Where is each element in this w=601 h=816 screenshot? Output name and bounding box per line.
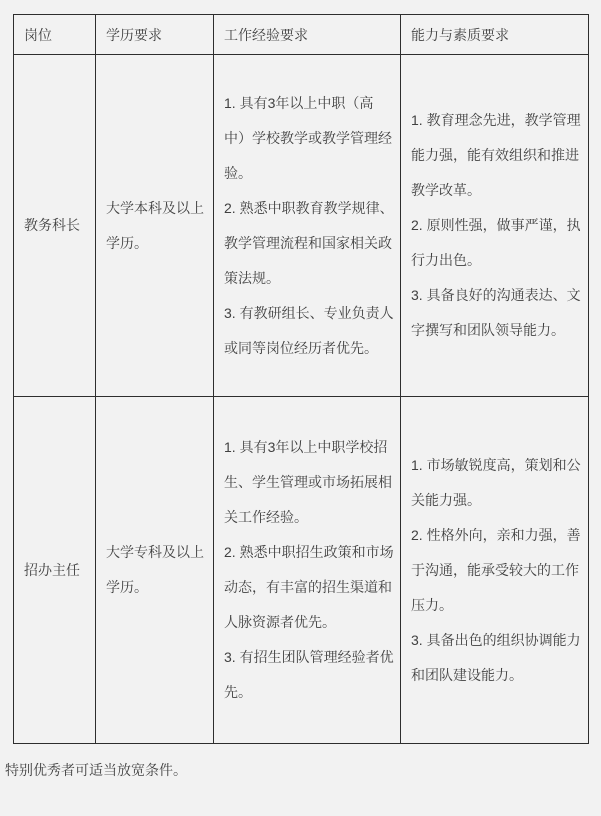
experience-item: 2. 熟悉中职教育教学规律、教学管理流程和国家相关政策法规。 <box>224 199 394 286</box>
footnote: 特别优秀者可适当放宽条件。 <box>5 762 187 778</box>
cell-education: 大学本科及以上学历。 <box>96 55 214 397</box>
cell-experience <box>214 397 401 744</box>
table-row-jiaowukezhang <box>14 55 589 397</box>
experience-item: 1. 具有3年以上中职学校招生、学生管理或市场拓展相关工作经验。 <box>224 439 392 525</box>
ability-item: 3. 具备良好的沟通表达、文字撰写和团队领导能力。 <box>411 287 581 338</box>
experience-item: 3. 有招生团队管理经验者优先。 <box>224 649 394 700</box>
cell-position: 招办主任 <box>14 397 96 744</box>
cell-education: 大学专科及以上学历。 <box>96 397 214 744</box>
col-header-ability: 能力与素质要求 <box>401 15 589 55</box>
experience-item: 3. 有教研组长、专业负责人或同等岗位经历者优先。 <box>224 304 394 356</box>
cell-experience <box>214 55 401 397</box>
col-header-experience: 工作经验要求 <box>214 15 401 55</box>
experience-item: 1. 具有3年以上中职（高中）学校教学或教学管理经验。 <box>224 94 392 181</box>
ability-item: 1. 教育理念先进，教学管理能力强，能有效组织和推进教学改革。 <box>411 112 581 198</box>
cell-position: 教务科长 <box>14 55 96 397</box>
job-requirements-table <box>13 14 589 744</box>
table-header-row <box>14 15 589 55</box>
ability-item: 1. 市场敏锐度高，策划和公关能力强。 <box>411 456 581 508</box>
col-header-education: 学历要求 <box>96 15 214 55</box>
page <box>0 14 601 816</box>
cell-ability <box>401 397 589 744</box>
col-header-position: 岗位 <box>14 15 96 55</box>
ability-item: 3. 具备出色的组织协调能力和团队建设能力。 <box>411 631 581 683</box>
experience-item: 2. 熟悉中职招生政策和市场动态，有丰富的招生渠道和人脉资源者优先。 <box>224 544 394 630</box>
table-row-zhaobanzhuren <box>14 397 589 744</box>
cell-ability <box>401 55 589 397</box>
ability-item: 2. 原则性强，做事严谨，执行力出色。 <box>411 217 581 268</box>
ability-item: 2. 性格外向，亲和力强，善于沟通，能承受较大的工作压力。 <box>411 526 581 613</box>
